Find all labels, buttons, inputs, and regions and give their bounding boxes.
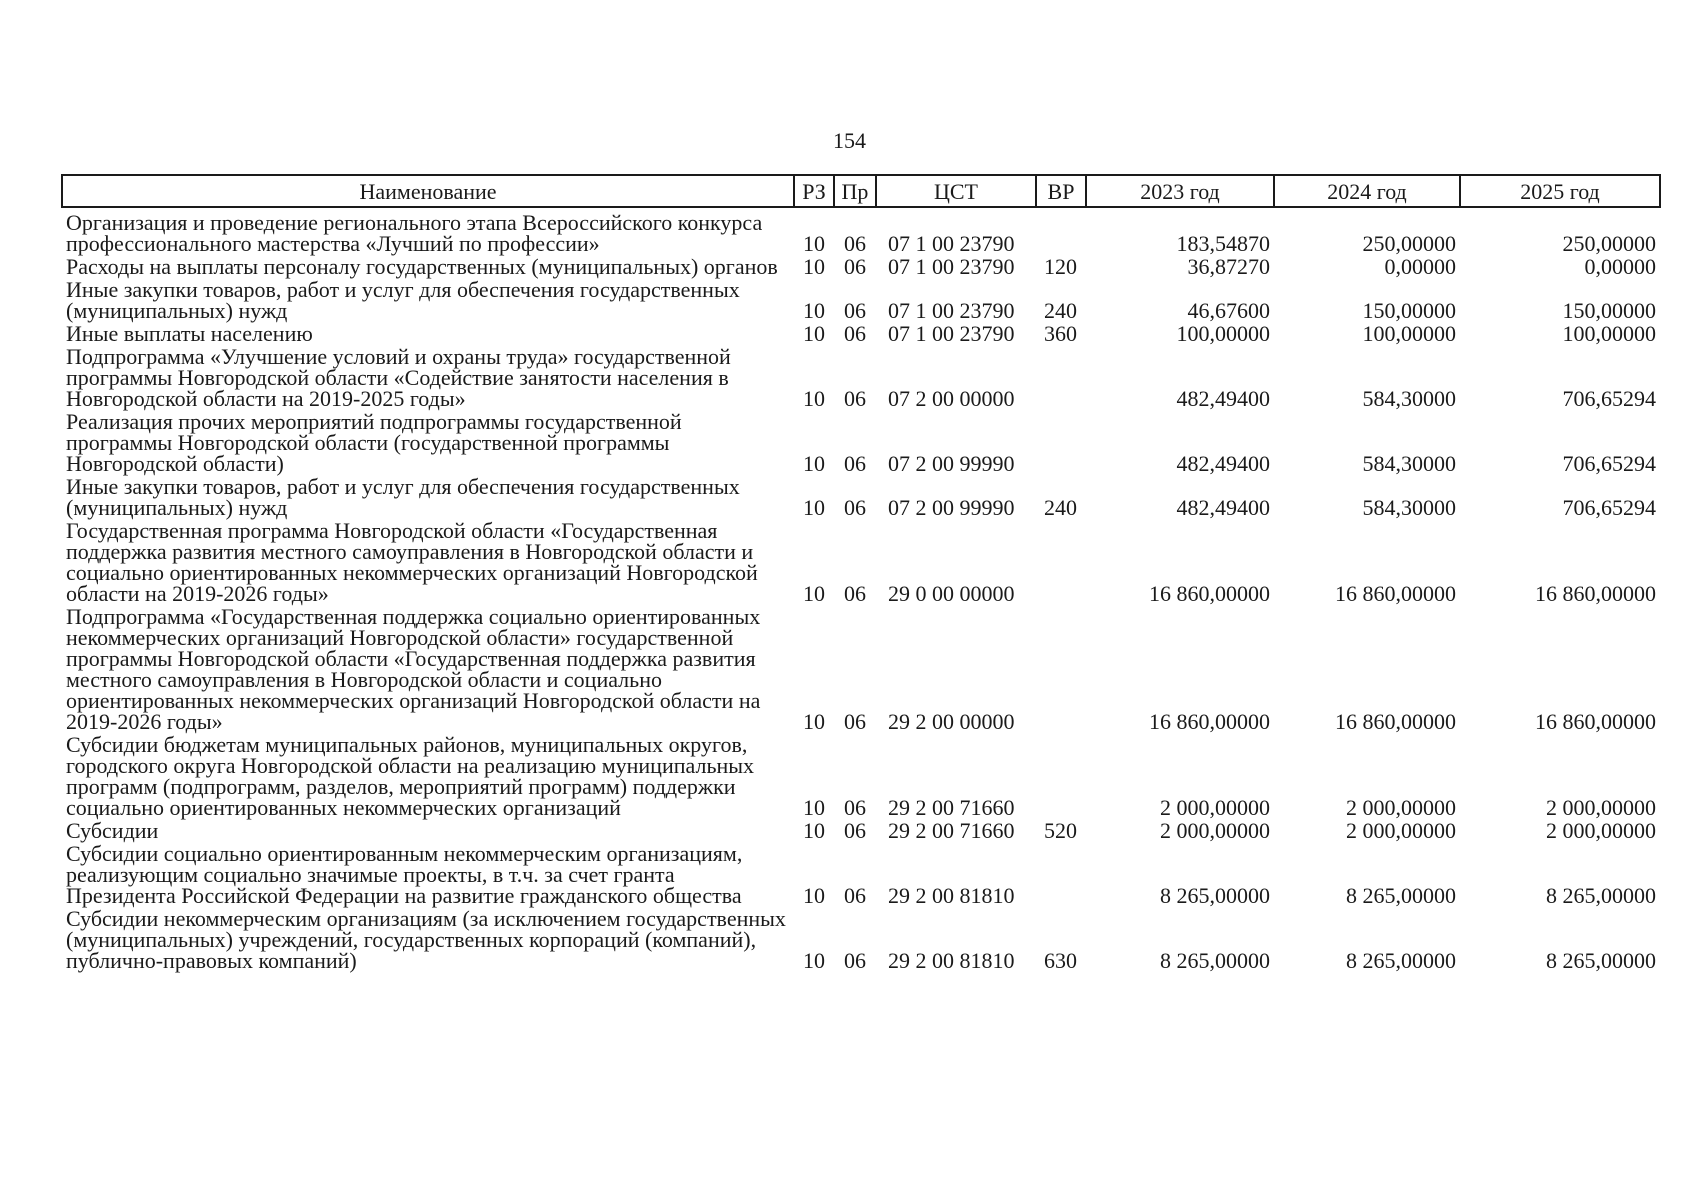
table-row <box>62 256 1660 279</box>
row-vr: 240 <box>1044 495 1077 520</box>
row-vr <box>1036 411 1086 476</box>
row-vr: 520 <box>1044 818 1077 843</box>
row-pr: 06 <box>844 386 866 411</box>
row-pr: 06 <box>844 298 866 323</box>
row-2024: 0,00000 <box>1384 254 1456 279</box>
row-2025: 100,00000 <box>1562 321 1656 346</box>
table-row <box>62 820 1660 843</box>
row-2024: 16 860,00000 <box>1335 709 1456 734</box>
row-rz: 10 <box>803 795 825 820</box>
row-pr: 06 <box>844 795 866 820</box>
row-rz: 10 <box>803 948 825 973</box>
row-cst: 29 2 00 71660 <box>888 818 1015 843</box>
row-cst: 07 2 00 00000 <box>888 386 1015 411</box>
table-row <box>62 908 1660 973</box>
header-cst: ЦСТ <box>876 175 1036 207</box>
row-rz: 10 <box>803 254 825 279</box>
row-vr <box>1036 606 1086 734</box>
row-2023: 183,54870 <box>1176 231 1270 256</box>
header-name: Наименование <box>62 175 794 207</box>
table-row <box>62 843 1660 908</box>
row-cst: 29 2 00 71660 <box>888 795 1015 820</box>
row-2025: 8 265,00000 <box>1546 948 1656 973</box>
row-vr <box>1036 346 1086 411</box>
row-2025: 0,00000 <box>1584 254 1656 279</box>
row-2025: 2 000,00000 <box>1546 818 1656 843</box>
row-rz: 10 <box>803 231 825 256</box>
header-2023: 2023 год <box>1086 175 1274 207</box>
row-2024: 2 000,00000 <box>1346 818 1456 843</box>
row-rz: 10 <box>803 818 825 843</box>
row-2025: 706,65294 <box>1562 451 1656 476</box>
row-vr <box>1036 734 1086 820</box>
row-2024: 16 860,00000 <box>1335 581 1456 606</box>
row-2023: 8 265,00000 <box>1160 883 1270 908</box>
row-cst: 07 1 00 23790 <box>888 254 1015 279</box>
row-pr: 06 <box>844 495 866 520</box>
row-2024: 250,00000 <box>1362 231 1456 256</box>
row-name: Государственная программа Новгородской области «Государственная поддержка развития местного самоуправления в Новгородской области и социально ориентированных некоммерческих организаций Новгородской области на 2019-2026 годы» <box>66 518 758 606</box>
row-cst: 07 2 00 99990 <box>888 495 1015 520</box>
row-2023: 36,87270 <box>1187 254 1270 279</box>
table-header <box>62 175 1660 207</box>
row-2025: 16 860,00000 <box>1535 709 1656 734</box>
row-2023: 482,49400 <box>1176 495 1270 520</box>
row-2024: 584,30000 <box>1362 386 1456 411</box>
row-name: Иные закупки товаров, работ и услуг для обеспечения государственных (муниципальных) нужд <box>66 277 740 323</box>
row-name: Субсидии некоммерческим организациям (за исключением государственных (муниципальных) учреждений, государственных корпораций (компаний), публично-правовых компаний) <box>66 906 786 973</box>
row-pr: 06 <box>844 254 866 279</box>
table-row <box>62 606 1660 734</box>
row-cst: 07 1 00 23790 <box>888 231 1015 256</box>
row-2025: 150,00000 <box>1562 298 1656 323</box>
row-vr <box>1036 843 1086 908</box>
row-2023: 8 265,00000 <box>1160 948 1270 973</box>
row-2024: 8 265,00000 <box>1346 948 1456 973</box>
header-2025: 2025 год <box>1460 175 1660 207</box>
table-row <box>62 411 1660 476</box>
row-2023: 16 860,00000 <box>1149 581 1270 606</box>
row-rz: 10 <box>803 581 825 606</box>
row-pr: 06 <box>844 709 866 734</box>
budget-table <box>61 174 1661 973</box>
row-2024: 8 265,00000 <box>1346 883 1456 908</box>
table-row <box>62 207 1660 256</box>
row-name: Расходы на выплаты персоналу государственных (муниципальных) органов <box>66 254 778 279</box>
row-2023: 100,00000 <box>1176 321 1270 346</box>
row-vr <box>1036 520 1086 606</box>
table-row <box>62 734 1660 820</box>
row-2023: 2 000,00000 <box>1160 795 1270 820</box>
row-name: Субсидии <box>66 818 159 843</box>
table-row <box>62 323 1660 346</box>
row-name: Организация и проведение регионального этапа Всероссийского конкурса профессионального мастерства «Лучший по профессии» <box>66 210 763 256</box>
header-vr: ВР <box>1036 175 1086 207</box>
row-vr: 630 <box>1044 948 1077 973</box>
row-rz: 10 <box>803 883 825 908</box>
row-2024: 584,30000 <box>1362 451 1456 476</box>
row-2025: 8 265,00000 <box>1546 883 1656 908</box>
row-rz: 10 <box>803 321 825 346</box>
row-cst: 07 1 00 23790 <box>888 321 1015 346</box>
row-pr: 06 <box>844 321 866 346</box>
header-pr: Пр <box>834 175 876 207</box>
row-pr: 06 <box>844 883 866 908</box>
row-pr: 06 <box>844 581 866 606</box>
row-cst: 29 2 00 00000 <box>888 709 1015 734</box>
table-body <box>62 207 1660 973</box>
row-2025: 2 000,00000 <box>1546 795 1656 820</box>
table-row <box>62 279 1660 323</box>
row-2024: 150,00000 <box>1362 298 1456 323</box>
row-2024: 584,30000 <box>1362 495 1456 520</box>
row-2023: 16 860,00000 <box>1149 709 1270 734</box>
row-name: Подпрограмма «Улучшение условий и охраны труда» государственной программы Новгородской области «Содействие занятости населения в Новгородской области на 2019-2025 годы» <box>66 344 731 411</box>
row-name: Реализация прочих мероприятий подпрограммы государственной программы Новгородской области (государственной программы Новгородской области) <box>66 409 682 476</box>
row-vr: 360 <box>1044 321 1077 346</box>
row-cst: 29 2 00 81810 <box>888 948 1015 973</box>
row-rz: 10 <box>803 451 825 476</box>
row-pr: 06 <box>844 948 866 973</box>
header-rz: РЗ <box>794 175 834 207</box>
row-2025: 16 860,00000 <box>1535 581 1656 606</box>
row-2023: 2 000,00000 <box>1160 818 1270 843</box>
row-2023: 482,49400 <box>1176 386 1270 411</box>
row-rz: 10 <box>803 298 825 323</box>
row-2025: 250,00000 <box>1562 231 1656 256</box>
row-cst: 07 2 00 99990 <box>888 451 1015 476</box>
table-row <box>62 476 1660 520</box>
table-row <box>62 346 1660 411</box>
row-2024: 2 000,00000 <box>1346 795 1456 820</box>
row-cst: 29 0 00 00000 <box>888 581 1015 606</box>
row-vr: 120 <box>1044 254 1077 279</box>
row-rz: 10 <box>803 386 825 411</box>
page-number-text: 154 <box>833 128 866 153</box>
row-2025: 706,65294 <box>1562 495 1656 520</box>
row-rz: 10 <box>803 709 825 734</box>
row-cst: 29 2 00 81810 <box>888 883 1015 908</box>
row-name: Подпрограмма «Государственная поддержка социально ориентированных некоммерческих организаций Новгородской области» государственной программы Новгородской области «Государственная поддержка развития местного самоуправления в Новгородской области и социально ориентированных некоммерческих организаций Новгородской области на 2019-2026 годы» <box>66 604 761 734</box>
row-name: Иные выплаты населению <box>66 321 313 346</box>
row-vr: 240 <box>1044 298 1077 323</box>
table-row <box>62 520 1660 606</box>
row-name: Субсидии бюджетам муниципальных районов, муниципальных округов, городского округа Новгородской области на реализацию муниципальных программ (подпрограмм, разделов, мероприятий программ) поддержки социально ориентированных некоммерческих организаций <box>66 732 755 820</box>
row-2023: 482,49400 <box>1176 451 1270 476</box>
row-pr: 06 <box>844 451 866 476</box>
row-pr: 06 <box>844 818 866 843</box>
row-name: Субсидии социально ориентированным некоммерческим организациям, реализующим социально значимые проекты, в т.ч. за счет гранта Президента Российской Федерации на развитие гражданского общества <box>66 841 743 908</box>
row-pr: 06 <box>844 231 866 256</box>
row-2024: 100,00000 <box>1362 321 1456 346</box>
row-cst: 07 1 00 23790 <box>888 298 1015 323</box>
row-name: Иные закупки товаров, работ и услуг для обеспечения государственных (муниципальных) нужд <box>66 474 740 520</box>
row-rz: 10 <box>803 495 825 520</box>
row-2023: 46,67600 <box>1187 298 1270 323</box>
row-vr <box>1036 207 1086 256</box>
row-2025: 706,65294 <box>1562 386 1656 411</box>
header-2024: 2024 год <box>1274 175 1460 207</box>
